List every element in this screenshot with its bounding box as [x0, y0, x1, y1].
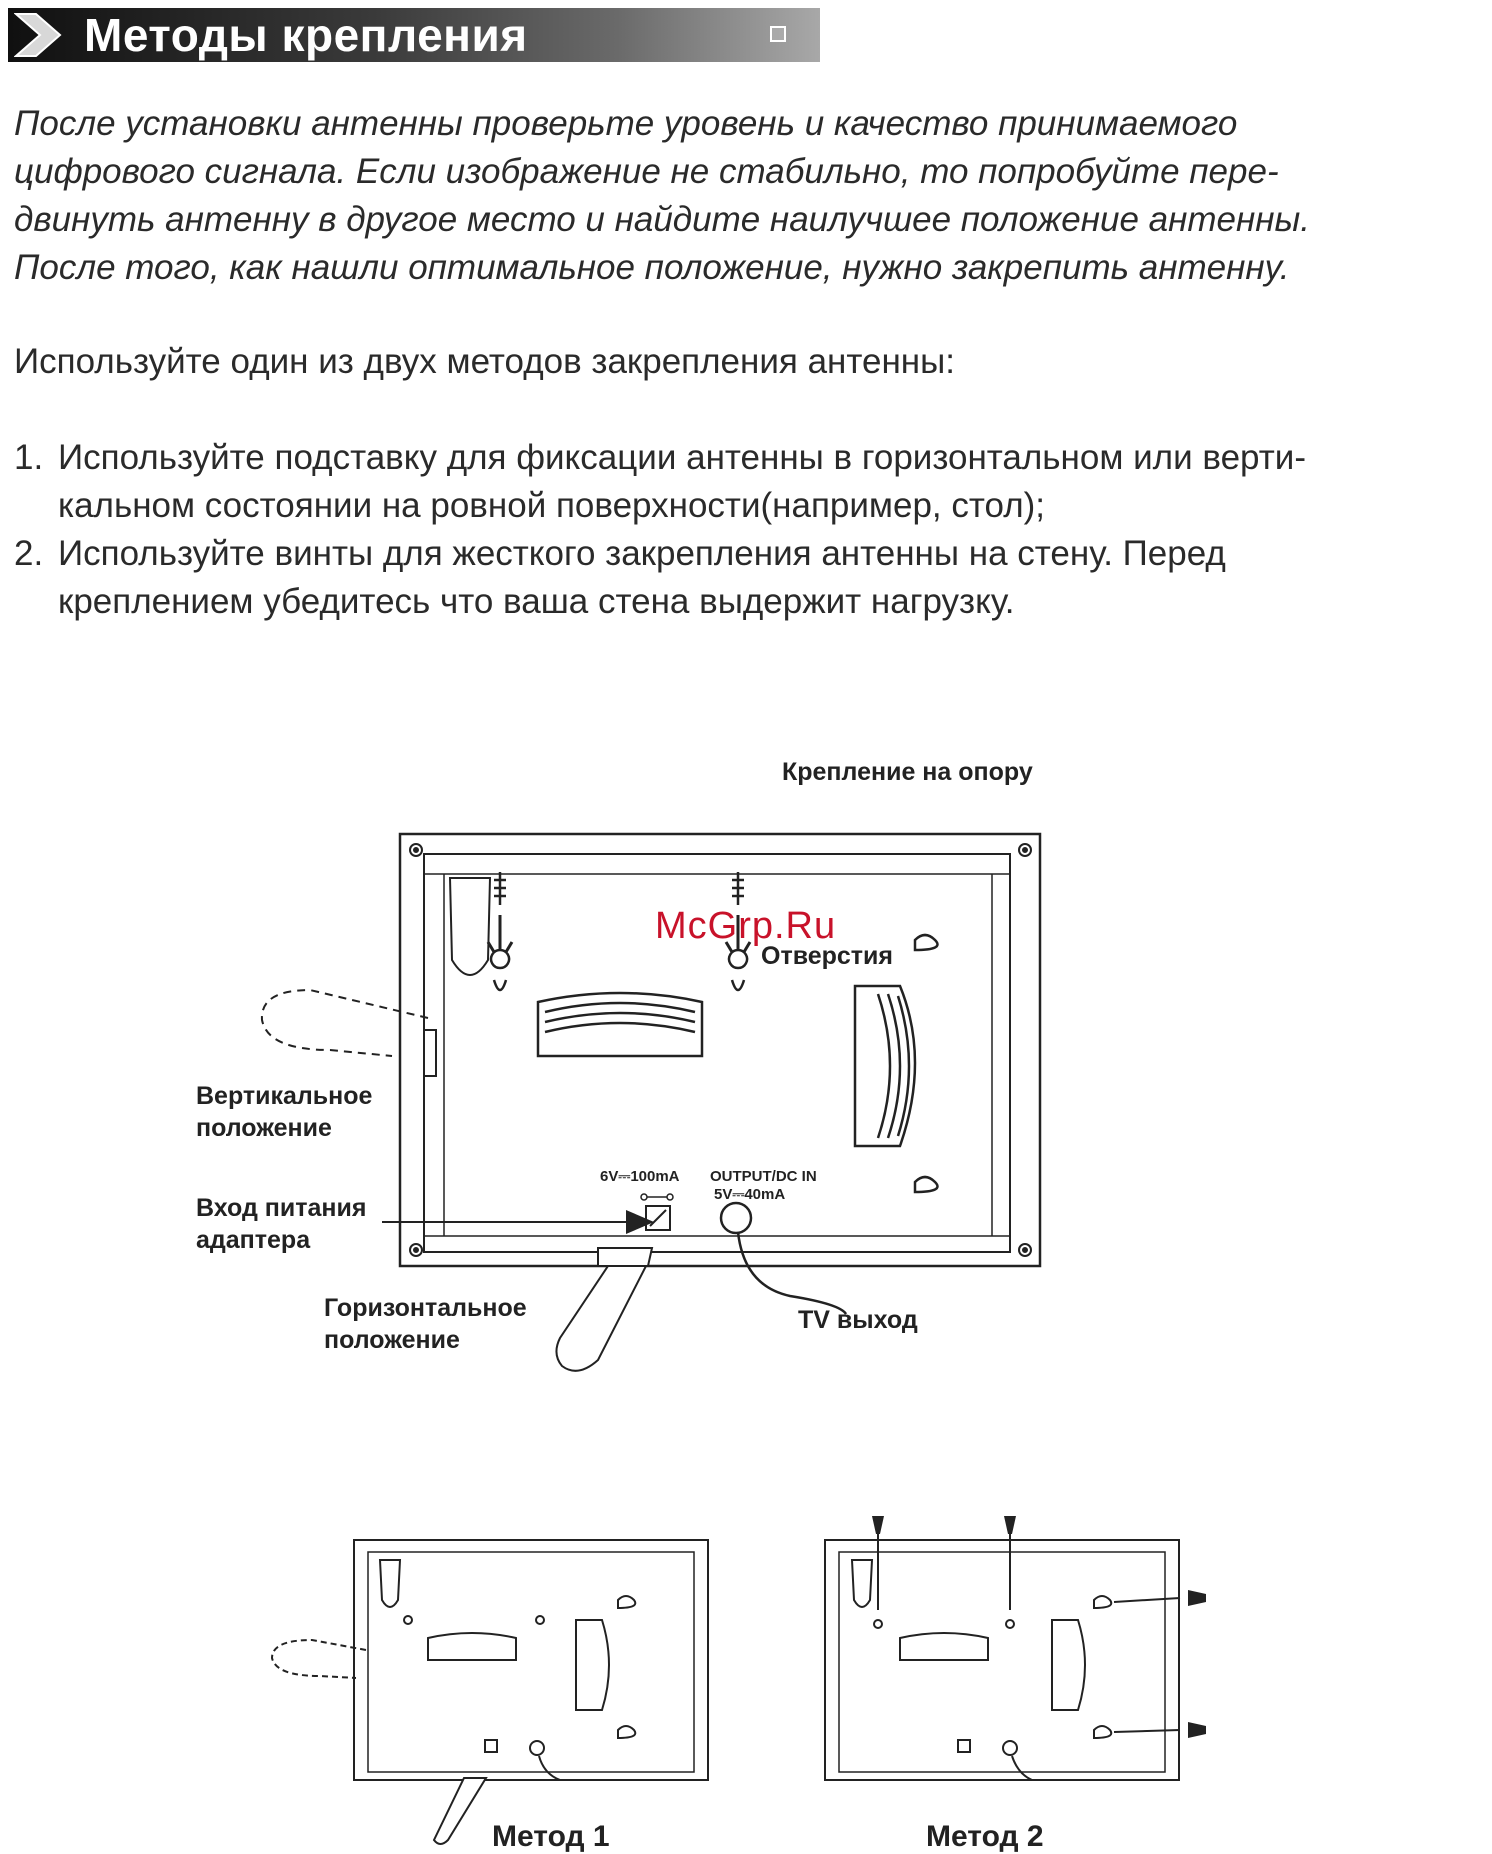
intro-line: После того, как нашли оптимальное положение, нужно закрепить антенну. [14, 248, 1290, 287]
step-line: Используйте подставку для фиксации антенны в горизонтальном или верти- [58, 438, 1306, 477]
methods-lead: Используйте один из двух методов закрепления антенны: [14, 342, 956, 381]
diagram-title: Крепление на опору [782, 758, 1033, 786]
output-spec-voltage: 5V⎓40mA [714, 1186, 786, 1203]
output-spec: OUTPUT/DC IN [710, 1168, 817, 1185]
horizontal-label-line: Горизонтальное [324, 1294, 527, 1322]
step-line: креплением убедитесь что ваша стена выдержит нагрузку. [58, 582, 1015, 621]
vertical-label-line: Вертикальное [196, 1082, 373, 1110]
step-number: 1. [14, 438, 44, 477]
power-input-label [196, 1192, 366, 1256]
holes-label: Отверстия [761, 942, 894, 970]
vertical-label [196, 1080, 372, 1144]
method-1-label: Метод 1 [492, 1820, 610, 1853]
step-line: кальном состоянии на ровной поверхности(например, стол); [58, 486, 1045, 525]
horizontal-label [324, 1292, 527, 1356]
step-line: Используйте винты для жесткого закрепления антенны на стену. Перед [58, 534, 1226, 573]
horizontal-label-line: положение [324, 1326, 460, 1354]
intro-line: цифрового сигнала. Если изображение не стабильно, то попробуйте пере- [14, 152, 1279, 191]
power-spec: 6V⎓100mA [600, 1168, 680, 1185]
intro-line: После установки антенны проверьте уровень и качество принимаемого [14, 104, 1238, 143]
vertical-label-line: положение [196, 1114, 332, 1142]
tv-output-label: TV выход [798, 1306, 918, 1334]
watermark: McGrp.Ru [655, 905, 837, 947]
page-title: Методы крепления [84, 9, 528, 61]
step-number: 2. [14, 534, 44, 573]
method-2-label: Метод 2 [926, 1820, 1044, 1853]
power-label-line: Вход питания [196, 1194, 367, 1222]
intro-line: двинуть антенну в другое место и найдите наилучшее положение антенны. [14, 200, 1310, 239]
power-label-line: адаптера [196, 1226, 311, 1254]
